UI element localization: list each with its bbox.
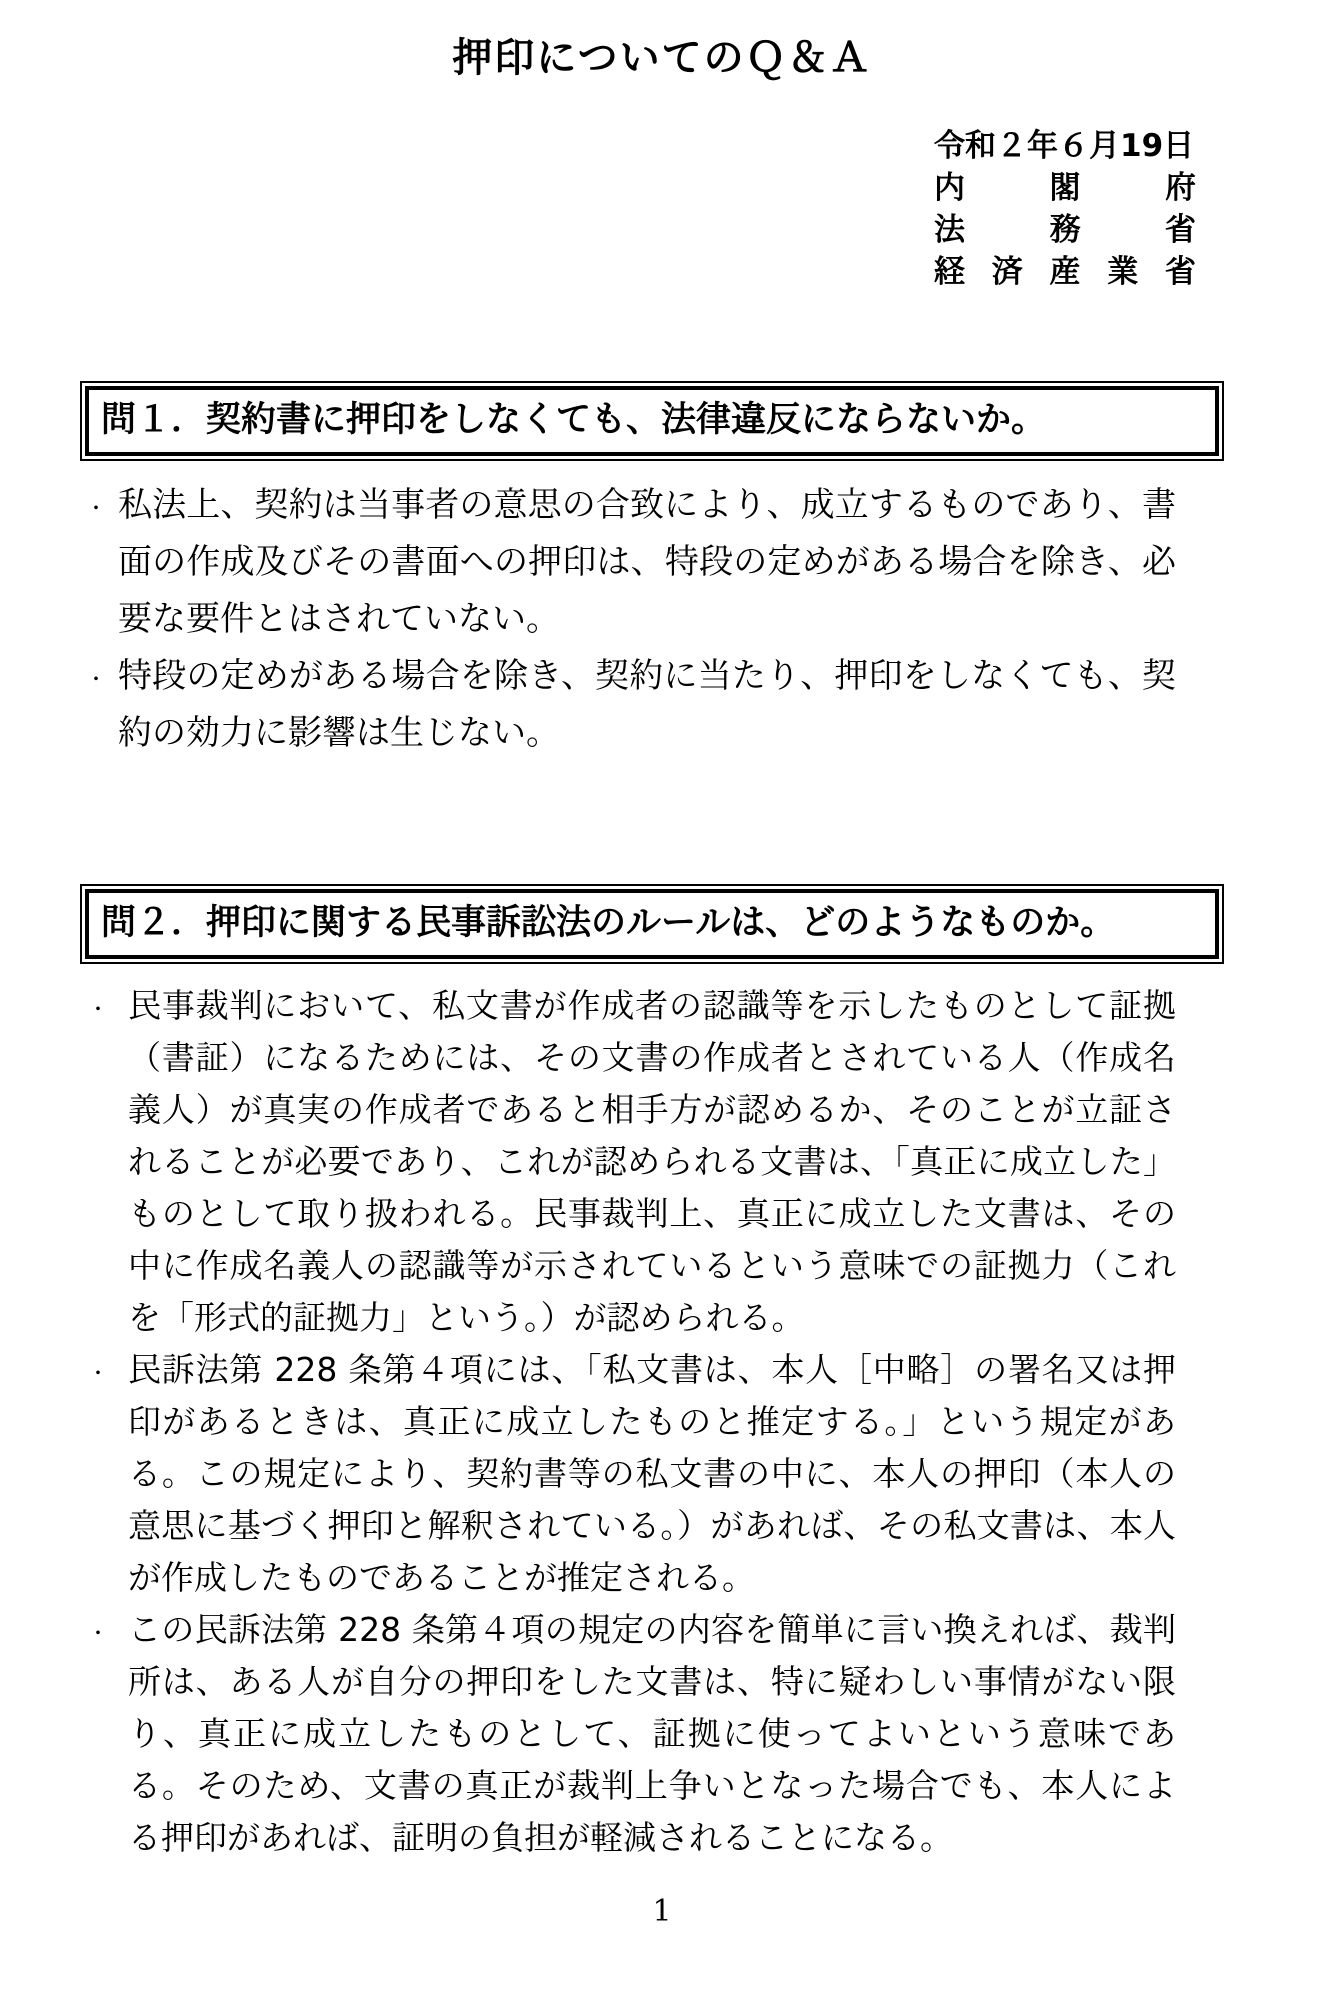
bullet-text: この民訴法第 228 条第４項の規定の内容を簡単に言い換えれば、裁判所は、ある人が自分の押印をした文書は、特に疑わしい事情がない限り、真正に成立したものとして、証拠に使ってよいという意味である。そのため、文書の真正が裁判上争いとなった場合でも、本人による押印があれば、証明の負担が軽減されることになる。 bbox=[128, 1610, 1176, 1857]
page-title: 押印についてのＱ＆Ａ bbox=[452, 35, 872, 81]
question1-heading-box bbox=[80, 381, 1224, 461]
bullet-text: 私法上、契約は当事者の意思の合致により、成立するものであり、書面の作成及びその書面への押印は、特段の定めがある場合を除き、必要な要件とはされていない。 bbox=[118, 485, 1176, 639]
list-item bbox=[80, 648, 1224, 762]
question2-heading-box bbox=[80, 884, 1224, 964]
organization-ministry-of-economy: 経済産業省 bbox=[934, 254, 1196, 290]
document-page bbox=[0, 26, 1324, 1996]
issue-date: 令和２年６月19日 bbox=[934, 128, 1195, 164]
question1-heading: 問１．契約書に押印をしなくても、法律違反にならないか。 bbox=[85, 386, 1219, 456]
bullet-icon: ・ bbox=[86, 496, 106, 520]
list-item bbox=[80, 1344, 1224, 1604]
question2-answer-list bbox=[80, 980, 1224, 1864]
page-number: 1 bbox=[652, 1894, 672, 1929]
bullet-icon: ・ bbox=[88, 997, 108, 1021]
list-item bbox=[80, 1604, 1224, 1864]
bullet-icon: ・ bbox=[88, 1361, 108, 1385]
bullet-text: 民事裁判において、私文書が作成者の認識等を示したものとして証拠（書証）になるためには、その文書の作成者とされている人（作成名義人）が真実の作成者であると相手方が認めるか、そのことが立証されることが必要であり、これが認められる文書は、「真正に成立した」ものとして取り扱われる。民事裁判上、真正に成立した文書は、その中に作成名義人の認識等が示されているという意味での証拠力（これを「形式的証拠力」という。）が認められる。 bbox=[128, 986, 1176, 1337]
organization-cabinet-office: 内閣府 bbox=[934, 170, 1196, 206]
header-block bbox=[934, 125, 1196, 293]
bullet-text: 特段の定めがある場合を除き、契約に当たり、押印をしなくても、契約の効力に影響は生じない。 bbox=[118, 656, 1176, 753]
organization-ministry-of-justice: 法務省 bbox=[934, 212, 1196, 248]
bullet-icon: ・ bbox=[86, 667, 106, 691]
bullet-text: 民訴法第 228 条第４項には、「私文書は、本人［中略］の署名又は押印があるときは、真正に成立したものと推定する。」という規定がある。この規定により、契約書等の私文書の中に、本人の押印（本人の意思に基づく押印と解釈されている。）があれば、その私文書は、本人が作成したものであることが推定される。 bbox=[128, 1350, 1176, 1597]
document-content bbox=[80, 381, 1224, 1864]
list-item bbox=[80, 477, 1224, 648]
question1-answer-list bbox=[80, 477, 1224, 762]
list-item bbox=[80, 980, 1224, 1344]
bullet-icon: ・ bbox=[88, 1621, 108, 1645]
question2-heading: 問２．押印に関する民事訴訟法のルールは、どのようなものか。 bbox=[85, 889, 1219, 959]
